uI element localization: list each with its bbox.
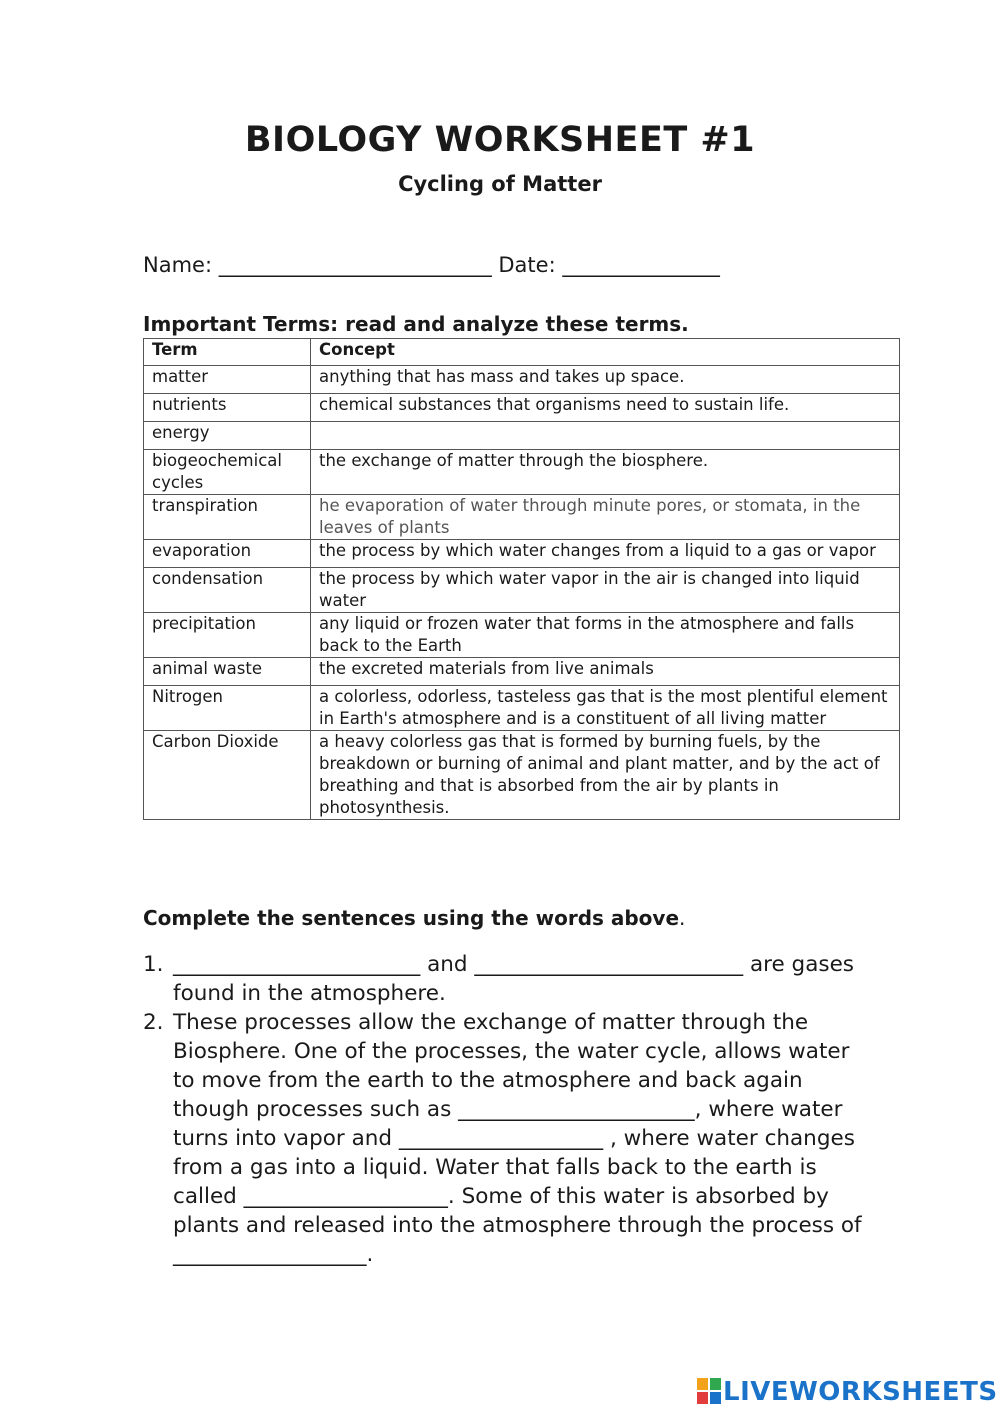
term-cell: nutrients [144, 394, 311, 422]
liveworksheets-logo[interactable] [697, 1377, 998, 1407]
list-item[interactable] [143, 950, 873, 1008]
table-row [144, 450, 900, 495]
concept-cell: a heavy colorless gas that is formed by burning fuels, by the breakdown or burning of animal and plant matter, and by the act of breathing and that is absorbed from the air by plants in photosynthesis. [311, 731, 900, 820]
term-cell: matter [144, 366, 311, 394]
sentence-text: _______________________ and _________________________ are gases found in the atmosphere. [173, 952, 855, 1006]
term-cell: evaporation [144, 540, 311, 568]
term-cell: precipitation [144, 613, 311, 658]
table-row [144, 394, 900, 422]
list-item[interactable] [143, 1008, 873, 1269]
terms-table-header [144, 339, 900, 366]
concept-cell: a colorless, odorless, tasteless gas that is the most plentiful element in Earth's atmosphere and is a constituent of all living matter [311, 686, 900, 731]
concept-cell: any liquid or frozen water that forms in the atmosphere and falls back to the Earth [311, 613, 900, 658]
term-cell: Nitrogen [144, 686, 311, 731]
exercise-heading-period: . [679, 906, 686, 930]
logo-text: LIVEWORKSHEETS [723, 1377, 998, 1407]
term-cell: Carbon Dioxide [144, 731, 311, 820]
item-number: 2. [143, 1010, 164, 1035]
concept-cell: the excreted materials from live animals [311, 658, 900, 686]
worksheet-subtitle: Cycling of Matter [398, 172, 602, 196]
table-row [144, 540, 900, 568]
exercise-heading [143, 906, 685, 930]
concept-cell: the exchange of matter through the biosphere. [311, 450, 900, 495]
exercise-heading-text: Complete the sentences using the words above [143, 906, 680, 930]
terms-table [143, 338, 900, 820]
terms-heading: Important Terms: read and analyze these terms. [143, 312, 689, 336]
term-cell: condensation [144, 568, 311, 613]
concept-cell: the process by which water changes from a liquid to a gas or vapor [311, 540, 900, 568]
table-row [144, 568, 900, 613]
concept-cell: the process by which water vapor in the air is changed into liquid water [311, 568, 900, 613]
table-row [144, 658, 900, 686]
sentence-text: These processes allow the exchange of matter through the Biosphere. One of the processes, the water cycle, allows water to move from the earth to the atmosphere and back again though processes such as ______________________, where water turns into vapor and ___________________ , where water changes from a gas into a liquid. Water that falls back to the earth is called ___________________. Some of this water is absorbed by plants and released into the atmosphere through the process of __________________. [173, 1010, 862, 1267]
concept-cell-blank [311, 422, 900, 450]
term-cell: animal waste [144, 658, 311, 686]
table-row [144, 686, 900, 731]
term-cell: transpiration [144, 495, 311, 540]
table-row [144, 731, 900, 820]
term-cell: energy [144, 422, 311, 450]
sentence-list [143, 950, 873, 1269]
concept-column-header: Concept [311, 339, 900, 366]
term-cell: biogeochemical cycles [144, 450, 311, 495]
liveworksheets-blocks-icon [697, 1378, 721, 1404]
item-number: 1. [143, 952, 164, 977]
term-column-header: Term [144, 339, 311, 366]
name-date-line[interactable]: Name: __________________________ Date: _______________ [143, 253, 720, 277]
concept-cell: anything that has mass and takes up space. [311, 366, 900, 394]
table-row [144, 495, 900, 540]
concept-cell: he evaporation of water through minute pores, or stomata, in the leaves of plants [311, 495, 900, 540]
table-row [144, 613, 900, 658]
table-row [144, 422, 900, 450]
concept-cell: chemical substances that organisms need to sustain life. [311, 394, 900, 422]
table-row [144, 366, 900, 394]
worksheet-title: BIOLOGY WORKSHEET #1 [244, 120, 756, 160]
